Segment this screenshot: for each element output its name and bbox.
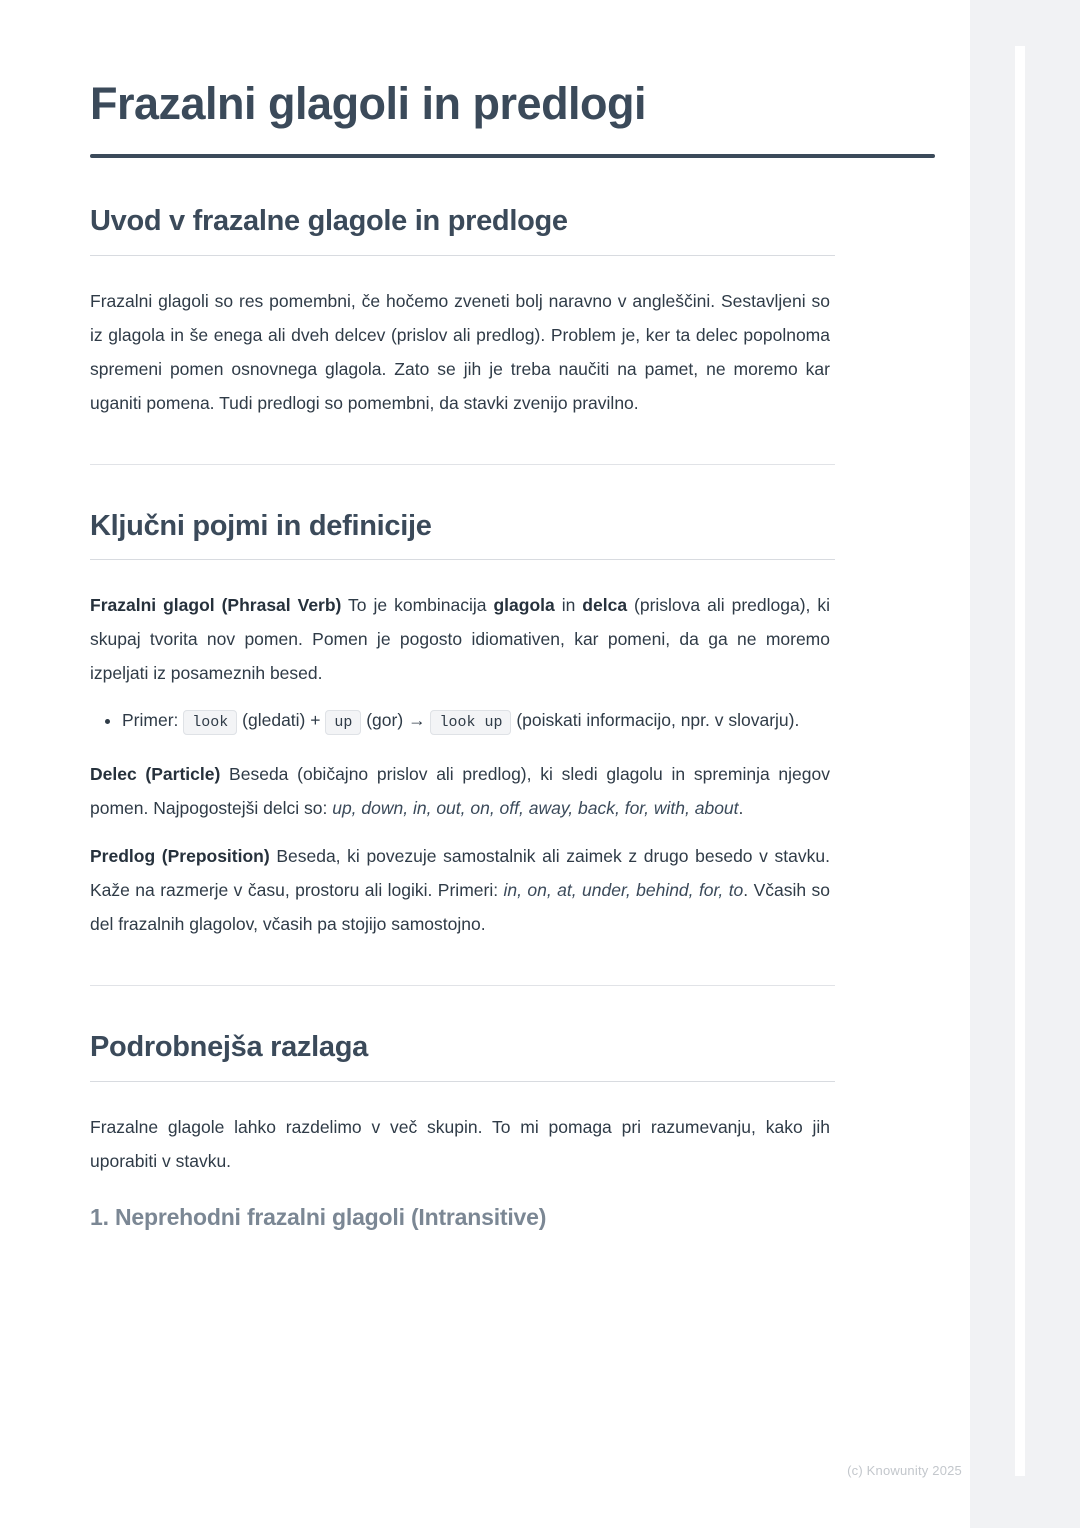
- example-label: Primer:: [122, 710, 179, 731]
- code-up: up: [325, 710, 361, 735]
- definition-text: in: [554, 595, 583, 616]
- example-list: [90, 704, 842, 739]
- example-gloss: (poiskati informacijo, npr. v slovarju).: [516, 710, 800, 731]
- scroll-gutter[interactable]: [970, 0, 1080, 1528]
- example-gloss: (gor): [366, 710, 404, 731]
- scrollbar-thumb[interactable]: [1015, 46, 1025, 1476]
- title-divider: [90, 154, 935, 158]
- preposition-list: in, on, at, under, behind, for, to: [503, 880, 744, 901]
- term-particle: Delec (Particle): [90, 764, 221, 785]
- section-heading-key-terms: Ključni pojmi in definicije: [90, 509, 432, 542]
- definition-particle: [90, 757, 830, 825]
- definition-phrasal-verb: [90, 588, 830, 690]
- section-divider: [90, 255, 835, 256]
- code-look: look: [183, 710, 237, 735]
- intro-paragraph: Frazalni glagoli so res pomembni, če hočemo zveneti bolj naravno v angleščini. Sestavljeni so iz glagola in še enega ali dveh delcev (prislov ali predlog). Problem je, ker ta delec popolnoma spremeni pomen osnovnega glagola. Zato se jih je treba naučiti na pamet, ne moremo kar uganiti pomena. Tudi predlogi so pomembni, da stavki zvenijo pravilno.: [90, 290, 830, 413]
- definition-text: .: [738, 798, 744, 819]
- emphasis-delca: delca: [582, 595, 628, 616]
- section-heading-intro: Uvod v frazalne glagole in predloge: [90, 204, 568, 237]
- definition-text: (prislova ali predloga), ki skupaj tvorita nov pomen. Pomen je pogosto idiomativen, kar pomeni, da ga ne moremo izpeljati iz posameznih besed.: [90, 595, 830, 684]
- content-divider: [90, 464, 835, 465]
- term-preposition: Predlog (Preposition): [90, 846, 270, 867]
- definition-text: . Včasih so del frazalnih glagolov, včasih pa stojijo samostojno.: [90, 880, 831, 935]
- section-heading-detailed: Podrobnejša razlaga: [90, 1031, 368, 1064]
- term-phrasal-verb: Frazalni glagol (Phrasal Verb): [90, 595, 342, 616]
- section-divider: [90, 1081, 835, 1082]
- code-look-up: look up: [430, 710, 511, 735]
- section-divider: [90, 559, 835, 560]
- subsection-heading-intransitive: 1. Neprehodni frazalni glagoli (Intransitive): [90, 1204, 547, 1231]
- content-divider: [90, 985, 835, 986]
- detailed-paragraph: Frazalne glagole lahko razdelimo v več skupin. To mi pomaga pri razumevanju, kako jih uporabiti v stavku.: [90, 1117, 830, 1172]
- definition-preposition: [90, 839, 830, 941]
- definition-text: To je kombinacija: [341, 595, 494, 616]
- emphasis-glagola: glagola: [493, 595, 555, 616]
- definition-text: Beseda, ki povezuje samostalnik ali zaimek z drugo besedo v stavku. Kaže na razmerje v času, prostoru ali logiki. Primeri:: [90, 846, 830, 901]
- watermark: (c) Knowunity 2025: [847, 1463, 962, 1478]
- list-item: [122, 704, 842, 739]
- particle-list: up, down, in, out, on, off, away, back, for, with, about: [332, 798, 739, 819]
- page-title: Frazalni glagoli in predlogi: [90, 78, 647, 129]
- arrow-icon: →: [408, 710, 426, 731]
- example-gloss: (gledati) +: [242, 710, 321, 731]
- definition-text: Beseda (običajno prislov ali predlog), ki sledi glagolu in spreminja njegov pomen. Najpogostejši delci so:: [90, 764, 830, 819]
